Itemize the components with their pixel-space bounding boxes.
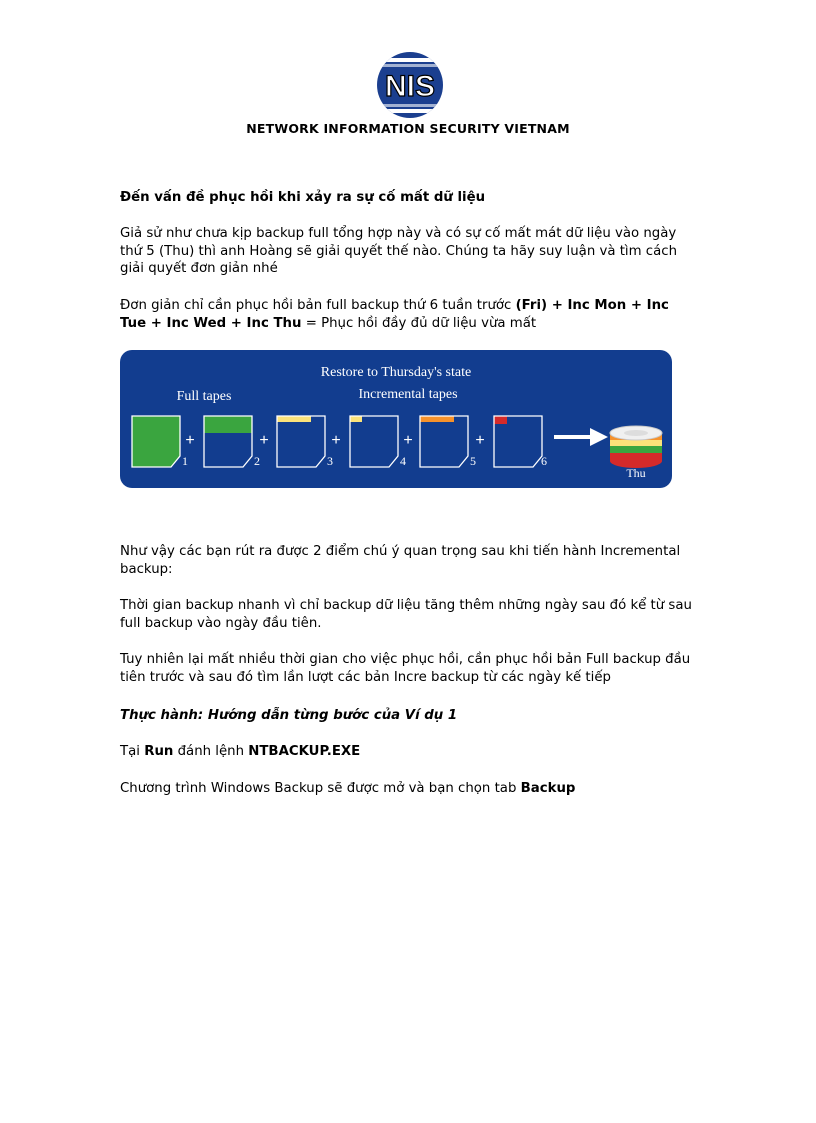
svg-text:2: 2: [254, 454, 260, 468]
plus-sign: +: [475, 432, 485, 449]
svg-text:5: 5: [470, 454, 476, 468]
paragraph-run-command: Tại Run đánh lệnh NTBACKUP.EXE: [120, 744, 361, 759]
result-label: Thu: [626, 466, 646, 480]
practice-heading: Thực hành: Hướng dẫn từng bước của Ví dụ 1: [120, 708, 458, 723]
svg-text:1: 1: [182, 454, 188, 468]
plus-sign: +: [331, 432, 341, 449]
database-icon: [610, 426, 662, 468]
paragraph-restore-formula: Đơn giản chỉ cần phục hồi bản full backup thứ 6 tuần trước (Fri) + Inc Mon + Inc Tue + Inc Wed + Inc Thu = Phục hồi đầy đủ dữ liệu vừa mất: [120, 298, 669, 331]
organization-name: NETWORK INFORMATION SECURITY VIETNAM: [246, 121, 570, 136]
logo-text: NIS: [384, 70, 436, 103]
paragraph-point-2: Tuy nhiên lại mất nhiều thời gian cho việc phục hồi, cần phục hồi bản Full backup đầu tiên trước và sau đó tìm lần lượt các bản Incre backup từ các ngày kế tiếp: [120, 652, 691, 685]
paragraph-scenario: Giả sử như chưa kịp backup full tổng hợp này và có sự cố mất mát dữ liệu vào ngày thứ 5 (Thu) thì anh Hoàng sẽ giải quyết thế nào. Chúng ta hãy suy luận và tìm cách giải quyết đơn giản nhé: [120, 226, 678, 276]
paragraph-backup-tab: Chương trình Windows Backup sẽ được mở và bạn chọn tab Backup: [120, 781, 576, 796]
diagram-title: Restore to Thursday's state: [320, 365, 472, 380]
incremental-tapes-label: Incremental tapes: [358, 387, 458, 402]
restore-diagram: [120, 350, 672, 488]
plus-sign: +: [185, 432, 195, 449]
section-heading: Đến vấn đề phục hồi khi xảy ra sự cố mất dữ liệu: [120, 190, 486, 205]
paragraph-summary: Như vậy các bạn rút ra được 2 điểm chú ý quan trọng sau khi tiến hành Incremental backup:: [120, 544, 681, 577]
command-name: NTBACKUP.EXE: [248, 744, 361, 759]
plus-sign: +: [259, 432, 269, 449]
nis-logo: [374, 50, 446, 120]
plus-sign: +: [403, 432, 413, 449]
svg-text:4: 4: [400, 454, 406, 468]
paragraph-point-1: Thời gian backup nhanh vì chỉ backup dữ liệu tăng thêm những ngày sau đó kể từ sau full backup vào ngày đầu tiên.: [120, 598, 692, 631]
full-tapes-label: Full tapes: [176, 389, 232, 404]
run-label: Run: [144, 744, 174, 759]
svg-text:6: 6: [541, 454, 547, 468]
backup-tab-label: Backup: [520, 781, 576, 796]
svg-text:3: 3: [327, 454, 333, 468]
restore-formula: (Fri) + Inc Mon + Inc Tue + Inc Wed + Inc Thu: [120, 298, 669, 331]
